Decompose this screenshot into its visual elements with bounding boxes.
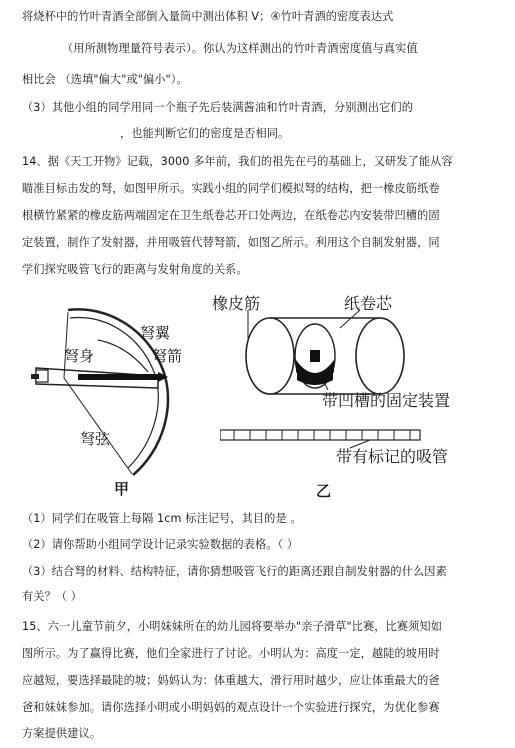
text-line-16: 图所示。为了赢得比赛，他们全家进行了讨论。小明认为：高度一定，越陡的坡用时 (22, 647, 440, 660)
label-fixture: 带凹槽的固定装置 (322, 391, 451, 410)
label-nujian: 弩箭 (152, 347, 183, 365)
crossbow-figure (28, 300, 208, 480)
text-line-8: 根横竹紧紧的橡皮筋两端固定在卫生纸卷芯开口处两边，在纸卷芯内安装带凹槽的固 (22, 209, 440, 222)
text-line-14: 有关？（ ） (22, 590, 83, 603)
text-line-1: 将烧杯中的竹叶青酒全部倒入量筒中测出体积 V；④竹叶青酒的密度表达式 (22, 10, 394, 23)
text-line-13: （3）结合弩的材料、结构特征，请你猜想吸管飞行的距离还跟自制发射器的什么因素 (22, 565, 447, 578)
text-line-17: 应越短，要选择最陡的坡；妈妈认为：体重越大，滑行用时越少，应让体重最大的爸 (22, 674, 440, 687)
label-zhijuanxin: 纸卷芯 (344, 294, 393, 313)
text-line-10: 学们探究吸管飞行的距离与发射角度的关系。 (22, 263, 248, 276)
text-line-19: 方案提供建议。 (22, 727, 102, 740)
text-line-9: 定装置，制作了发射器，并用吸管代替弩箭，如图乙所示。利用这个自制发射器，同 (22, 236, 440, 249)
text-line-7: 瞄准目标击发的弩，如图甲所示。实践小组的同学们模拟弩的结构，把一橡皮筋纸卷 (22, 182, 440, 195)
text-line-4: （3）其他小组的同学用同一个瓶子先后装满酱油和竹叶青酒，分别测出它们的 (22, 101, 413, 114)
text-line-11: （1）同学们在吸管上每隔 1cm 标注记号，其目的是 。 (22, 512, 302, 525)
label-straw: 带有标记的吸管 (336, 447, 449, 466)
text-line-6: 14、据《天工开物》记载，3000 多年前，我们的祖先在弓的基础上，又研发了能从容 (22, 155, 453, 168)
text-line-2: （用所测物理量符号表示）。你认为这样测出的竹叶青酒密度值与真实值 (62, 42, 418, 55)
text-line-12: （2）请你帮助小组同学设计记录实验数据的表格。（ ） (22, 538, 299, 551)
text-line-5: ，也能判断它们的密度是否相同。 (120, 127, 290, 140)
caption-jia: 甲 (114, 480, 130, 498)
label-xiangpijin: 橡皮筋 (212, 294, 261, 313)
label-nuyi: 弩翼 (140, 324, 171, 342)
text-line-18: 爸和妹妹参加。请你选择小明或小明妈妈的观点设计一个实验进行探究，为优化参赛 (22, 701, 440, 714)
text-line-3: 相比会 （选填"偏大"或"偏小"）。 (22, 73, 188, 86)
label-nushen: 弩身 (64, 347, 95, 365)
text-line-15: 15、六一儿童节前夕，小明妹妹所在的幼儿园将要举办"亲子滑草"比赛，比赛须知如 (22, 620, 442, 633)
label-nuxian: 弩弦 (80, 430, 111, 448)
caption-yi: 乙 (316, 482, 332, 500)
